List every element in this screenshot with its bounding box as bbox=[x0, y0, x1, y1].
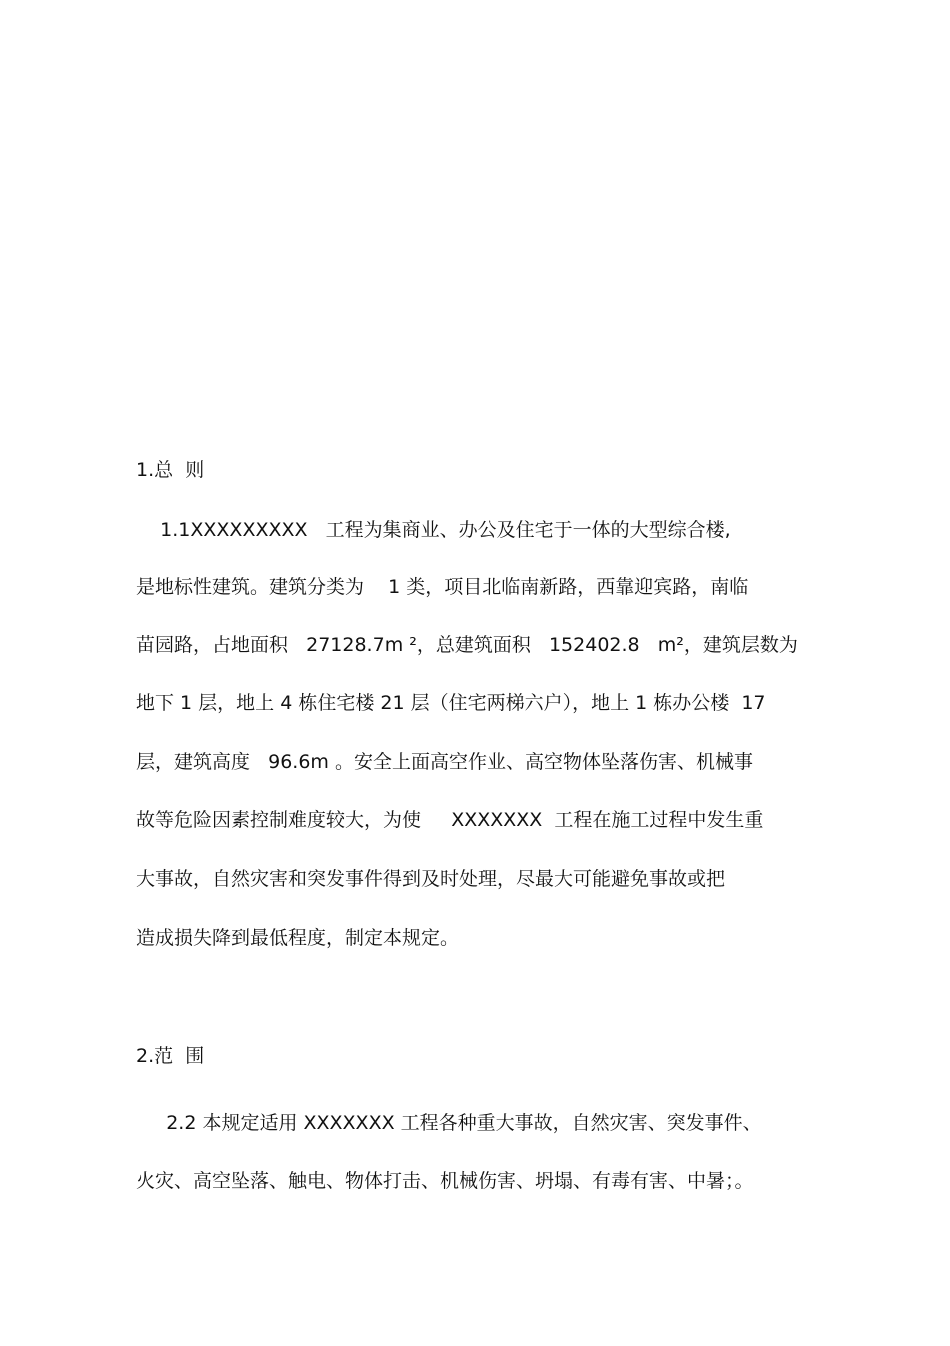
section-1-line-6: 故等危险因素控制难度较大，为使 XXXXXXX 工程在施工过程中发生重 bbox=[136, 809, 764, 831]
section-1-line-2: 是地标性建筑。建筑分类为 1 类，项目北临南新路，西靠迎宾路，南临 bbox=[136, 576, 749, 598]
section-1-line-4: 地下 1 层，地上 4 栋住宅楼 21 层（住宅两梯六户），地上 1 栋办公楼 17 bbox=[136, 692, 766, 714]
section-1-line-5: 层，建筑高度 96.6m 。安全上面高空作业、高空物体坠落伤害、机械事 bbox=[136, 751, 753, 773]
section-2-line-1: 2.2 本规定适用 XXXXXXX 工程各种重大事故，自然灾害、突发事件、 bbox=[136, 1112, 762, 1134]
section-1-line-8: 造成损失降到最低程度，制定本规定。 bbox=[136, 927, 460, 949]
section-2-heading: 2.范 围 bbox=[136, 1045, 205, 1067]
section-1-heading: 1.总 则 bbox=[136, 459, 205, 481]
section-1-line-7: 大事故，自然灾害和突发事件得到及时处理，尽最大可能避免事故或把 bbox=[136, 868, 726, 890]
section-1-line-3: 苗园路，占地面积 27128.7m ²，总建筑面积 152402.8 m²，建筑层数为 bbox=[136, 634, 798, 656]
section-1-line-1: 1.1XXXXXXXXX 工程为集商业、办公及住宅于一体的大型综合楼, bbox=[136, 519, 731, 541]
section-2-line-2: 火灾、高空坠落、触电、物体打击、机械伤害、坍塌、有毒有害、中暑；。 bbox=[136, 1170, 754, 1192]
